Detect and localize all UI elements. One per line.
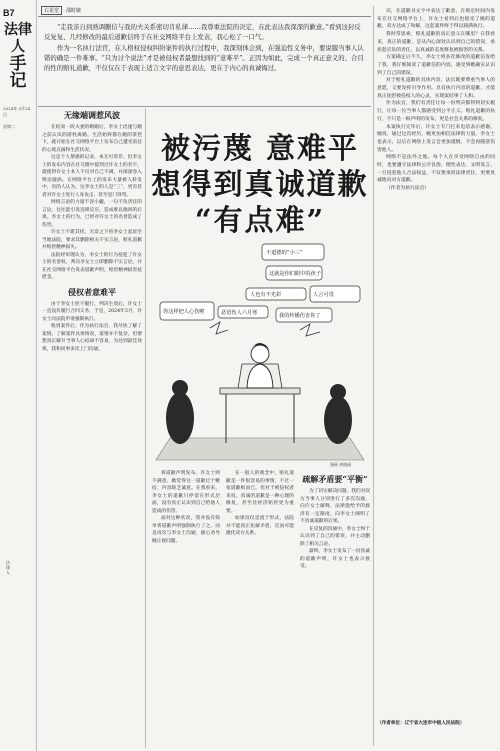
column-name: [4, 22, 32, 90]
page-sidebar: [0, 0, 37, 751]
lead-divider: [38, 106, 371, 107]
bubble-label: 这就是你们眼中的孩子: [269, 271, 321, 277]
paragraph: 在反复的沟通中，李女士终于认识到了自己的错误，并主动删除了相关言论。: [300, 526, 370, 547]
column-name-line1: 法律人: [4, 22, 32, 55]
bubble-label: 我的传播伤害你了: [279, 313, 321, 319]
paragraph: 由于李女士拒不履行，判决生效后，许女士一直没有履行合同义务，于是，2024年3月，许女士向法院申请强制执行。: [42, 301, 142, 322]
bubble-label: 你这样把人心伤啦: [163, 309, 205, 315]
rubric-author: 邵时敏: [66, 7, 82, 14]
headline-line3: “有点难”: [194, 203, 326, 237]
paragraph: 收到案件后，作为执行法官，我尽快了解了案情。了解案件具体情况，案情并不复杂，但要想真正解开当事人心结却不容易，为达到最佳效果，我和同事多次上门沟通。: [42, 324, 142, 352]
paragraph: 作为法官，我们有责任让每一份判决都得到切实履行，让每一位当事人都感受到公平正义。赔礼道歉的执行，不只是一纸声明的发布，更是社会关系的修复。: [377, 101, 495, 122]
page-number: B7: [3, 8, 15, 18]
headline-line2: 想得到真诚道歉: [151, 167, 369, 201]
right-column: [377, 8, 495, 193]
lead-paragraph: “走我亲自到熟调删信与我的夫关系密切肯私律……我尊重法院的决定，在此表达我深深的歉意。”看到这封反反复复、几经修改的最后道歉信终于在社交网络平台上发表，我心松了一口气。: [44, 23, 361, 41]
paragraph: 将道歉声明发布，许女士则不满意。她觉得这一道歉过于敷衍，内容缺乏诚意。在我看来，李女士的道歉只停留在形式层面，没有真正认识到自己给他人造成的伤害。: [152, 471, 220, 514]
rubric-tag: 右见堂: [41, 6, 62, 15]
issue-date: 2024年 9月24日: [3, 106, 31, 117]
illustration-credit: 漫画 林晓丽: [330, 462, 352, 467]
paragraph: 法院经审理认为，李女士的行为侵犯了许女士的名誉权，判决李女士立即删除不实言论，并在社交网络平台发表道歉声明，赔偿精神损害抚慰金。: [42, 252, 142, 280]
paragraph: 在结束一段夫妻的婚姻后，李女士迅速与她之前认识的游姓离婚。生活始终都在她的掌控下，就开始在社交网络平台上发布自己遭受前任的心境点滴和生活状况。: [42, 125, 142, 153]
paragraph: （作者为执行法官）: [386, 186, 430, 192]
paragraph: 识，在道歉书文字中表达了歉意，在规定时间内发布在社交网络平台上，许女士看到后也接受了她的道歉，双方达成了和解，这起案件终于得以圆满执行。: [377, 9, 495, 30]
bubble-label: 恶语伤人六月寒: [221, 310, 258, 316]
main-headline: [150, 130, 370, 238]
author-affiliation: （作者单位：辽宁省大连市中级人民法院）: [377, 721, 465, 726]
paragraph: 许女士不堪其扰，无奈之下将李女士起诉至当地法院，要求其删除相关不实言论，赔礼道歉并赔偿精神损失。: [42, 230, 142, 250]
body-column-1: [152, 470, 220, 545]
bubble-label: 不道德的“小三”: [266, 250, 303, 256]
lead-paragraph: 作为一名执行法官，在人格权侵权纠纷案件的执行过程中，我深刻体会到，在强迫性义务中，要说服当事人认错的确是一件难事。“只为讨个说法”才是被侵权者最想找到的“意难平”。正因为如此，完成一个真正意义的、合目的性的赔礼道歉，不仅仅在于表现上适言文字的意思表达，更在于内心的真诚悔过。: [44, 44, 364, 72]
paragraph: 如果仅仅是流于形式，法院并不能真正化解矛盾，反而可能激化双方关系。: [226, 516, 294, 536]
paragraph: 我时常思索，赔礼道歉的真正意义在哪里？在我看来，真正的道歉，是从内心深处认识到自己的错误，承担起应负的责任，以真诚的态度修复被损害的关系。: [377, 32, 495, 53]
paragraph: 网络言论的力量不容小觑，一句不负责任的言论，往往能引发连锁反应。造成难以挽回的后果。李女士的行为，已经对许女士的名誉造成了伤害。: [42, 200, 142, 228]
paragraph: 面对这种状况，我并没有简单将道歉声明强制执行了之，而是再次与李女士沟通，耐心劝导她正视问题。: [152, 516, 220, 544]
issue-weekday: 星期二: [3, 124, 15, 129]
article-rubric: [41, 5, 81, 15]
headline-line1: 被污蔑 意难平: [160, 131, 360, 165]
paragraph: 网络不是法外之地。每个人在享受网络自由的同时，也要遵守法律和公序良俗，理性表达、文明发言。一旦侵犯他人合法权益，不仅要承担法律责任，更要真诚地向对方道歉。: [377, 155, 495, 184]
left-article: [42, 108, 142, 353]
column-divider: [145, 108, 146, 748]
column-divider: [373, 6, 374, 746]
paragraph: 方案确定后不久，李女士将多次修改的道歉信发给了我，我仔细阅读了道歉信的内容，感受到她确实认识到了自己的错误。: [377, 55, 495, 76]
paragraph: 本案执行完毕后，许女士专门打来电话表示感谢。她说，通过这次经历，她更加相信法律的力量。李女士也表示，以后在网络上发言会更加谨慎，不会再随意伤害他人。: [377, 124, 495, 153]
cartoon-illustration: [150, 238, 368, 462]
vertical-caption: 法律人: [6, 560, 10, 575]
paragraph: 对于赔礼道歉的具体内容，法官既要尊重当事人的意愿，又要发挥引导作用。具有执行内容的道歉，才能真正抚慰被侵权人的心灵，实现案结事了人和。: [377, 78, 495, 99]
paragraph: 为了切实解决问题，我们对双方当事人分别进行了多次沟通，向许女士解释，法律能给予的救济有一定限度，向李女士阐明了不真诚道歉的后果。: [300, 489, 370, 524]
top-divider: [38, 16, 371, 17]
section-title: 无缘端调惹风波: [64, 110, 120, 120]
body-column-3: [300, 470, 370, 571]
section-title: 疏解矛盾要“平衡”: [302, 474, 368, 484]
body-column-2: [226, 470, 294, 538]
paragraph: 这是个人情感的记录，本无可厚非。但李女士的发布内容在社交圈中提到过许女士的名字，就使得许女士本人不仅对自己不满，并深深卷入舆论漩涡。在网络平台上的发布大量被人转发中，有的人认为，这李女士的人是“三”，更有甚者对许女士进行人身攻击，甚至登门辱骂。: [42, 155, 142, 198]
lead-paragraphs: [44, 22, 366, 74]
bubble-label: 人言可畏: [313, 292, 334, 298]
column-name-line2: 手记: [9, 54, 27, 91]
section-title: 侵权者意难平: [68, 286, 116, 297]
bubble-label: 人也有不光彩: [250, 292, 282, 298]
paragraph: 最终，李女士发布了一份真诚的道歉声明，许女士也表示接受。: [300, 549, 370, 569]
paragraph: 在一般人的观念中，赔礼道歉是一件很容易的事情，不过一张道歉纸而已。但对于被侵权者来说，真诚的道歉是一种心理的修复，甚至比经济赔偿更为重要。: [226, 471, 294, 514]
